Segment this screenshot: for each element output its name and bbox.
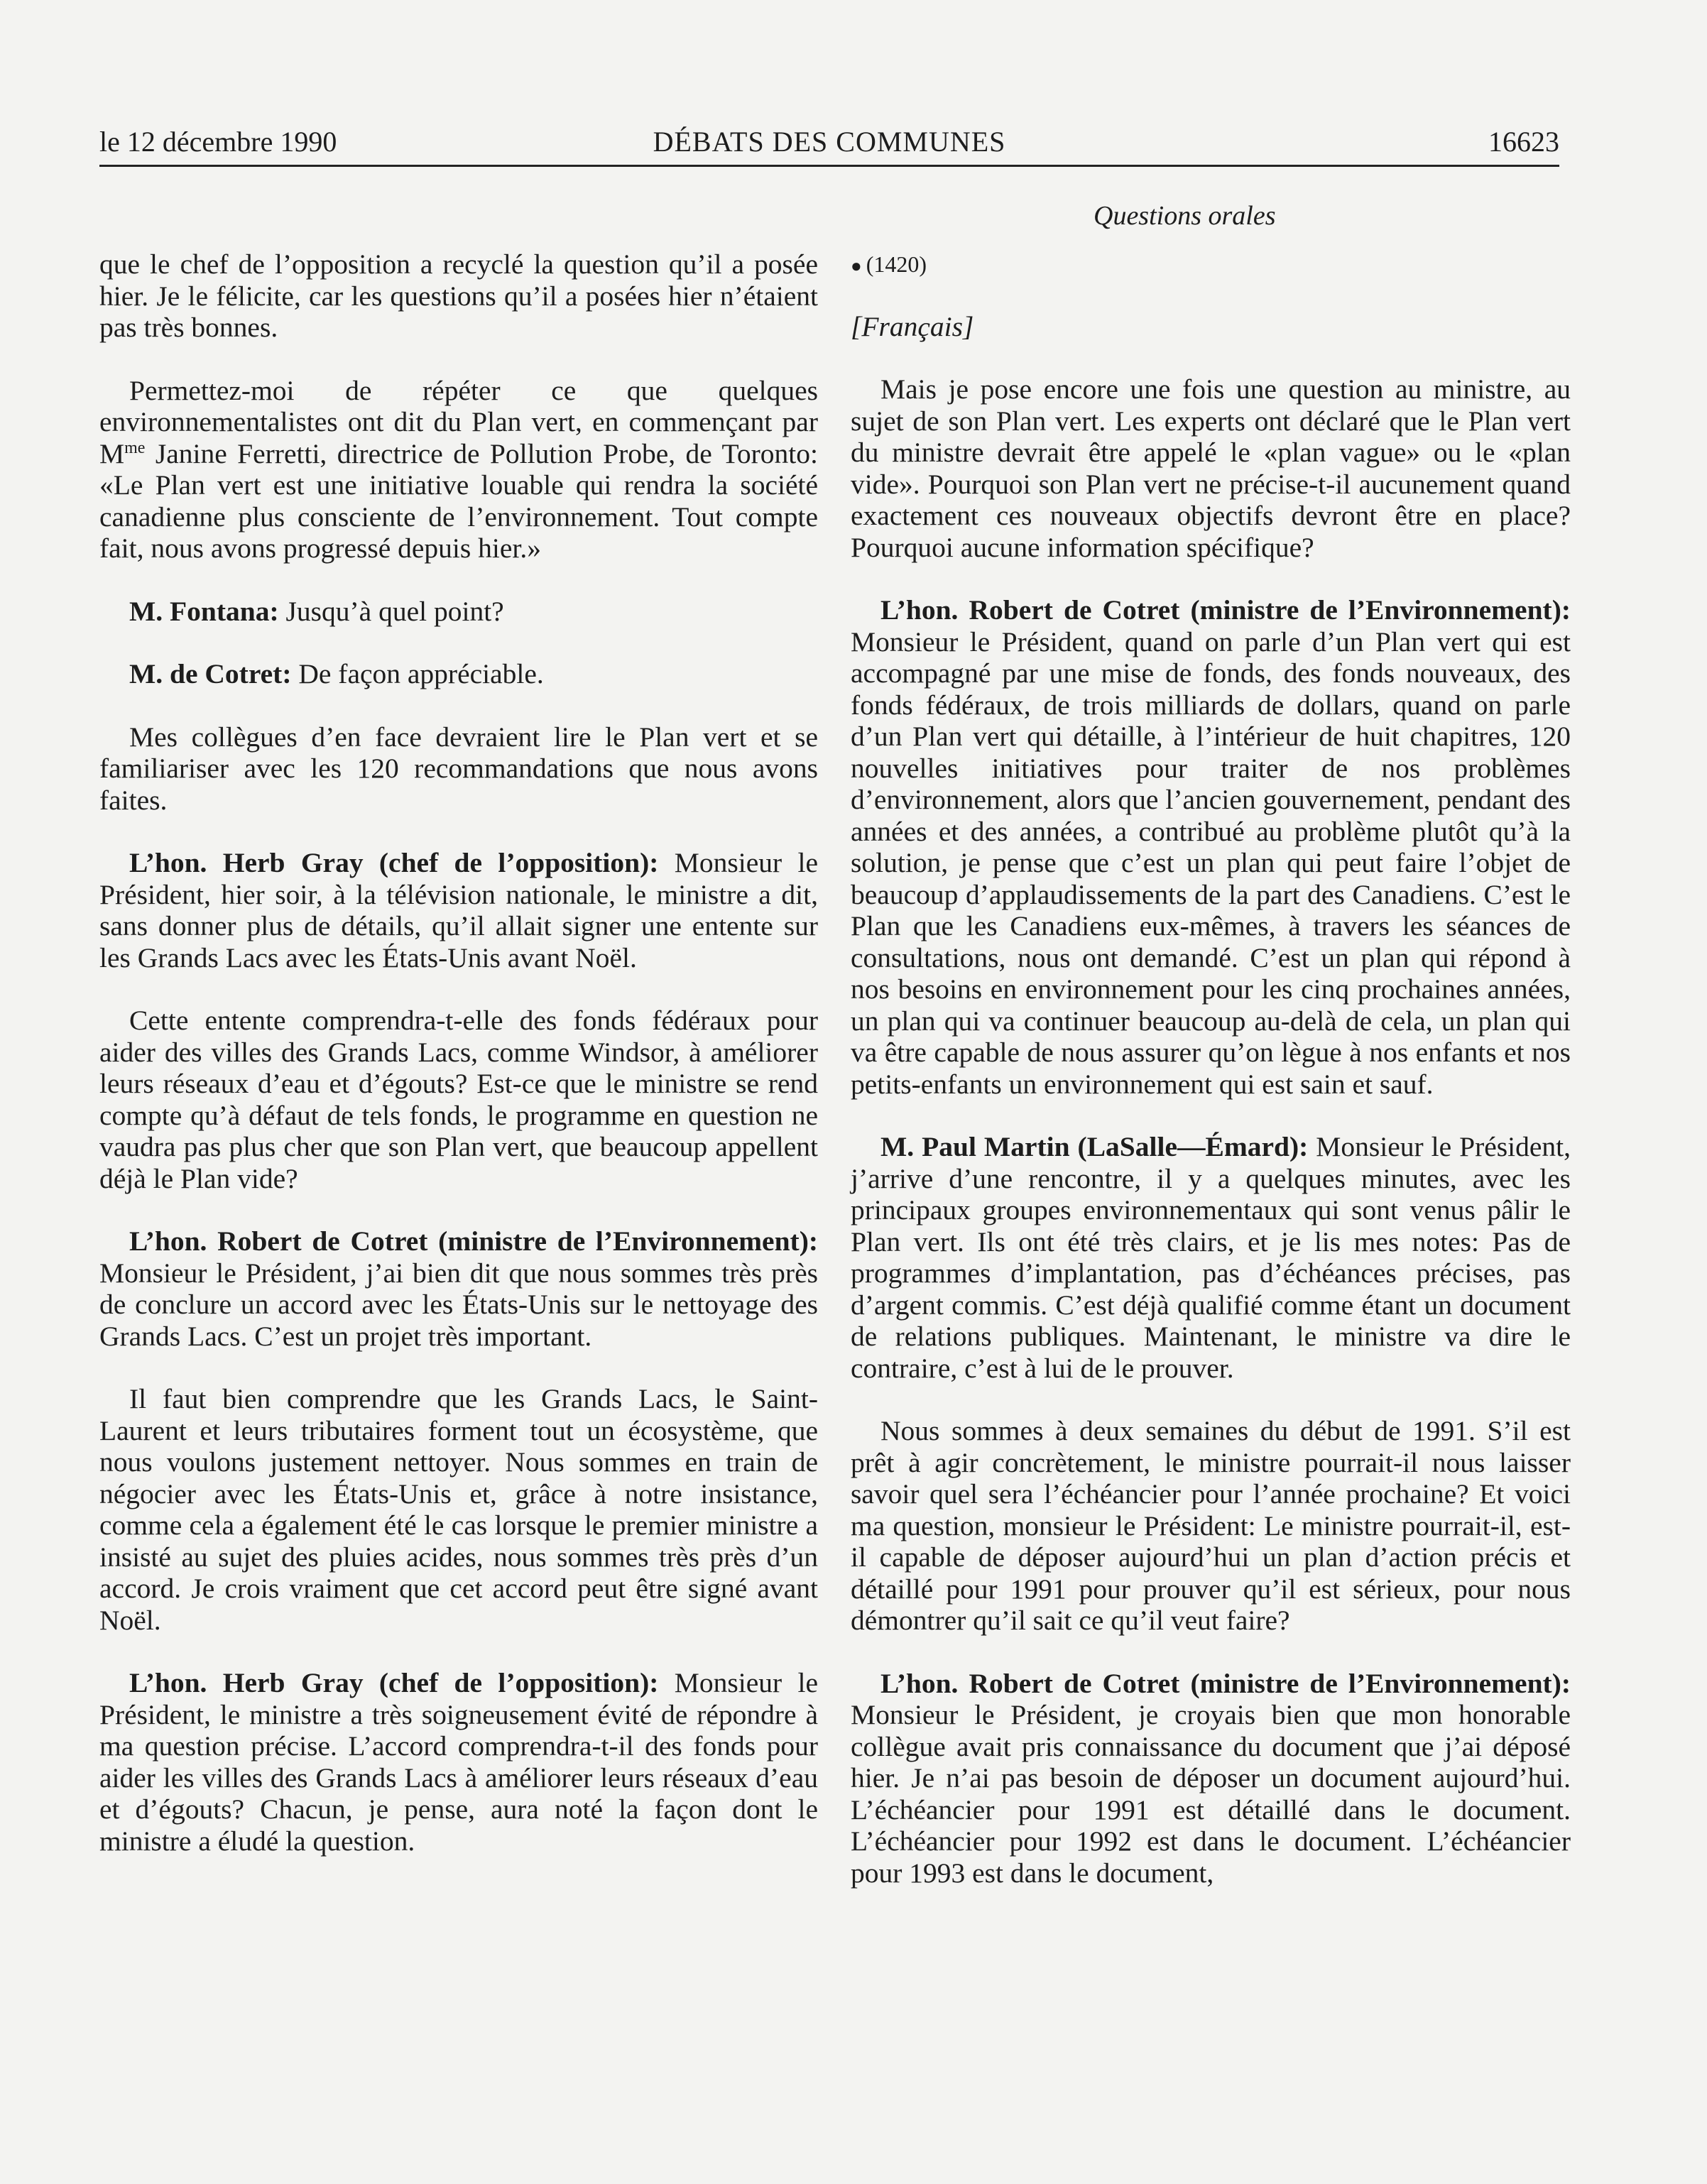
- page-header: [99, 121, 1559, 167]
- speaker-name: M. Paul Martin (LaSalle—Émard):: [880, 1131, 1309, 1162]
- speaker-name: L’hon. Robert de Cotret (ministre de l’Environnement):: [880, 1667, 1571, 1699]
- speaker-name: L’hon. Robert de Cotret (ministre de l’Environnement):: [129, 1225, 818, 1257]
- speech: L’hon. Robert de Cotret (ministre de l’Environnement): Monsieur le Président, je croyais bien que mon honorable collègue avait pris connaissance du document que j’ai déposé hier. Je n’ai pas besoin de déposer un document aujourd’hui. L’échéancier pour 1991 est détaillé dans le document. L’échéancier pour 1992 est dans le document. L’échéancier pour 1993 est dans le document,: [851, 1667, 1571, 1889]
- speaker-name: M. Fontana:: [129, 595, 279, 627]
- paragraph: que le chef de l’opposition a recyclé la question qu’il a posée hier. Je le félicite, car les questions qu’il a posées hier n’étaient pas très bonnes.: [99, 249, 818, 343]
- speech: L’hon. Robert de Cotret (ministre de l’Environnement): Monsieur le Président, quand on parle d’un Plan vert qui est accompagné par une mise de fonds, des fonds nouveaux, des fonds fédéraux, de trois milliards de dollars, quand on parle d’un Plan vert qui détaille, à l’intérieur de huit chapitres, 120 nouvelles initiatives pour traiter de nos problèmes d’environnement, alors que l’ancien gouvernement, pendant des années et des années, a contribué au problème plutôt qu’à la solution, je pense que c’est un plan qui peut faire l’objet de beaucoup d’applaudissements de la part des Canadiens. C’est le Plan que les Canadiens eux-mêmes, à travers les séances de consultations, nous ont demandé. C’est un plan qui répond à nos besoins en environnement pour les cinq prochaines années, un plan qui va continuer beaucoup au-delà de cela, un plan qui va être capable de nous assurer qu’on lègue à nos enfants et nos petits-enfants un environnement qui est sain et sauf.: [851, 594, 1571, 1100]
- paragraph: Permettez-moi de répéter ce que quelques environnementalistes ont dit du Plan vert, en commençant par $M^{me}$ Janine Ferretti, directrice de Pollution Probe, de Toronto: «Le Plan vert est une initiative louable qui rendra la société canadienne plus consciente de l’environnement. Tout compte fait, nous avons progressé depuis hier.»: [99, 374, 818, 564]
- speech: L’hon. Herb Gray (chef de l’opposition): Monsieur le Président, hier soir, à la télévision nationale, le ministre a dit, sans donner plus de détails, qu’il allait signer une entente sur les Grands Lacs avec les États-Unis avant Noël.: [99, 847, 818, 973]
- language-tag: [Français]: [851, 310, 974, 342]
- left-column: [99, 249, 818, 1888]
- speech: M. Fontana: Jusqu’à quel point?: [129, 595, 504, 627]
- header-title: DÉBATS DES COMMUNES: [653, 126, 1006, 158]
- paragraph: Il faut bien comprendre que les Grands Lacs, le Saint-Laurent et leurs tributaires forment tout un écosystème, que nous voulons justement nettoyer. Nous sommes en train de négocier avec les États-Unis et, grâce à notre insistance, comme cela a également été le cas lorsque le premier ministre a insisté au sujet des pluies acides, nous sommes très près d’un accord. Je crois vraiment que cet accord peut être signé avant Noël.: [99, 1383, 818, 1636]
- speaker-name: L’hon. Herb Gray (chef de l’opposition):: [129, 847, 659, 878]
- paragraph: Mais je pose encore une fois une question au ministre, au sujet de son Plan vert. Les experts ont déclaré que le Plan vert du ministre devrait être appelé le «plan vague» ou le «plan vide». Pourquoi son Plan vert ne précise-t-il aucunement quand exactement ces nouveaux objectifs devront être en place? Pourquoi aucune information spécifique?: [851, 373, 1571, 563]
- speech: M. de Cotret: De façon appréciable.: [129, 658, 544, 689]
- time-marker: ● (1420): [851, 251, 927, 277]
- page-number: 16623: [1488, 126, 1559, 158]
- speech: M. Paul Martin (LaSalle—Émard): Monsieur le Président, j’arrive d’une rencontre, il y a quelques minutes, avec les principaux groupes environnementaux qui sont venus pâlir le Plan vert. Ils ont été très clairs, et je lis mes notes: Pas de programmes d’implantation, pas d’échéances précises, pas d’argent commis. C’est déjà qualifié comme étant un document de relations publiques. Maintenant, le ministre va dire le contraire, c’est à lui de le prouver.: [851, 1131, 1571, 1384]
- speech: L’hon. Robert de Cotret (ministre de l’Environnement): Monsieur le Président, j’ai bien dit que nous sommes très près de conclure un accord avec les États-Unis sur le nettoyage des Grands Lacs. C’est un projet très important.: [99, 1225, 818, 1352]
- section-title: Questions orales: [1094, 201, 1276, 231]
- paragraph: Nous sommes à deux semaines du début de 1991. S’il est prêt à agir concrètement, le ministre pourrait-il nous laisser savoir quel sera l’échéancier pour l’année prochaine? Et voici ma question, monsieur le Président: Le ministre pourrait-il, est-il capable de déposer aujourd’hui un plan d’action précis et détaillé pour 1991 pour prouver qu’il est sérieux, pour nous démontrer qu’il sait ce qu’il veut faire?: [851, 1415, 1571, 1636]
- header-date: le 12 décembre 1990: [99, 126, 337, 158]
- speaker-name: L’hon. Herb Gray (chef de l’opposition):: [129, 1667, 659, 1698]
- speaker-name: L’hon. Robert de Cotret (ministre de l’Environnement):: [880, 594, 1571, 626]
- paragraph: Cette entente comprendra-t-elle des fonds fédéraux pour aider des villes des Grands Lacs, comme Windsor, à améliorer leurs réseaux d’eau et d’égouts? Est-ce que le ministre se rend compte qu’à défaut de tels fonds, le programme en question ne vaudra pas plus cher que son Plan vert, que beaucoup appellent déjà le Plan vide?: [99, 1005, 818, 1194]
- right-column: [851, 249, 1571, 1920]
- speech: L’hon. Herb Gray (chef de l’opposition): Monsieur le Président, le ministre a très soigneusement évité de répondre à ma question précise. L’accord comprendra-t-il des fonds pour aider les villes des Grands Lacs à améliorer leurs réseaux d’eau et d’égouts? Chacun, je pense, aura noté la façon dont le ministre a éludé la question.: [99, 1667, 818, 1857]
- paragraph: Mes collègues d’en face devraient lire le Plan vert et se familiariser avec les 120 recommandations que nous avons faites.: [99, 721, 818, 816]
- speaker-name: M. de Cotret:: [129, 658, 292, 689]
- bullet-icon: ●: [851, 256, 862, 276]
